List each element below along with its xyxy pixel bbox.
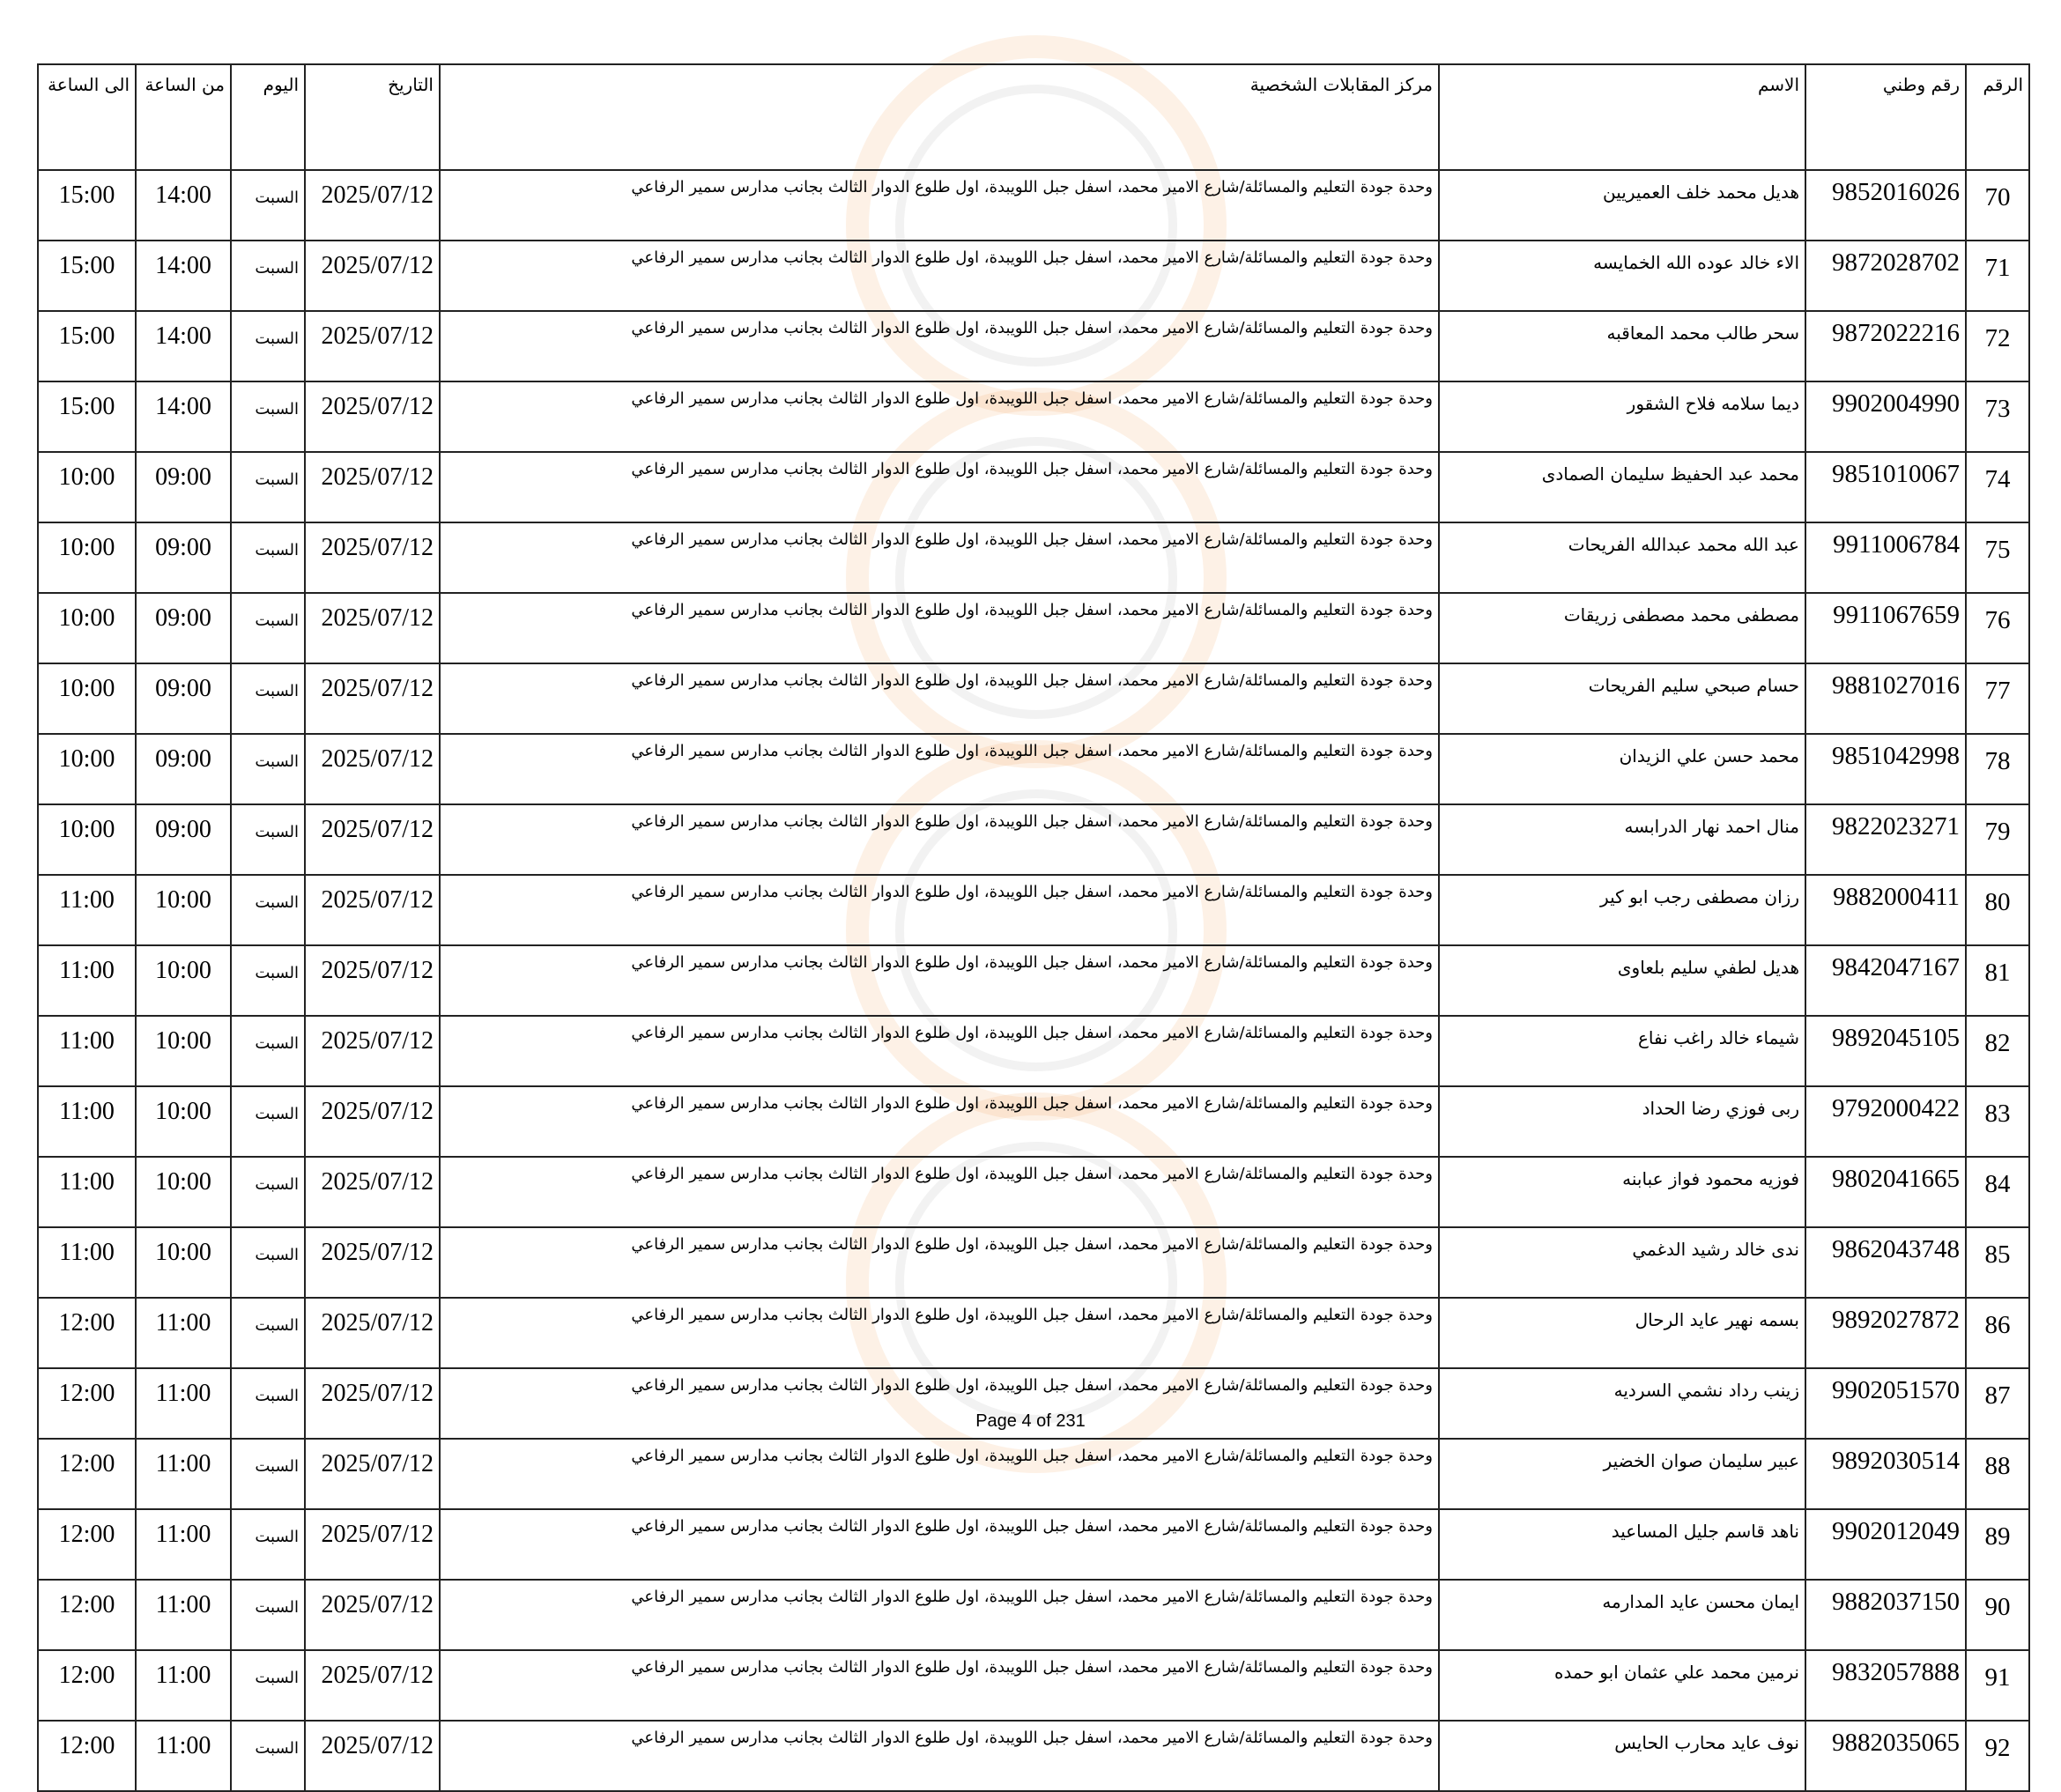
interview-day: السبت bbox=[231, 1227, 305, 1298]
row-number: 85 bbox=[1966, 1227, 2029, 1298]
interview-day: السبت bbox=[231, 1157, 305, 1227]
interview-center: وحدة جودة التعليم والمسائلة/شارع الامير محمد، اسفل جبل اللويبدة، اول طلوع الدوار الثالث بجانب مدارس سمير الرفاعي bbox=[440, 804, 1439, 875]
row-number: 84 bbox=[1966, 1157, 2029, 1227]
row-number: 77 bbox=[1966, 663, 2029, 734]
national-id: 9852016026 bbox=[1805, 170, 1966, 241]
interview-date: 2025/07/12 bbox=[305, 593, 440, 663]
national-id: 9882000411 bbox=[1805, 875, 1966, 945]
interview-center: وحدة جودة التعليم والمسائلة/شارع الامير محمد، اسفل جبل اللويبدة، اول طلوع الدوار الثالث بجانب مدارس سمير الرفاعي bbox=[440, 875, 1439, 945]
national-id: 9911006784 bbox=[1805, 522, 1966, 593]
interview-date: 2025/07/12 bbox=[305, 1298, 440, 1368]
time-from: 10:00 bbox=[136, 875, 231, 945]
interview-center: وحدة جودة التعليم والمسائلة/شارع الامير محمد، اسفل جبل اللويبدة، اول طلوع الدوار الثالث بجانب مدارس سمير الرفاعي bbox=[440, 522, 1439, 593]
row-number: 72 bbox=[1966, 311, 2029, 381]
time-to: 11:00 bbox=[38, 1157, 136, 1227]
row-number: 73 bbox=[1966, 381, 2029, 452]
time-to: 10:00 bbox=[38, 593, 136, 663]
interview-day: السبت bbox=[231, 452, 305, 522]
time-to: 12:00 bbox=[38, 1580, 136, 1650]
time-from: 10:00 bbox=[136, 1227, 231, 1298]
table-row bbox=[38, 945, 2029, 1016]
applicant-name: حسام صبحي سليم الفريحات bbox=[1439, 663, 1805, 734]
row-number: 81 bbox=[1966, 945, 2029, 1016]
time-from: 11:00 bbox=[136, 1368, 231, 1439]
interview-date: 2025/07/12 bbox=[305, 170, 440, 241]
time-to: 15:00 bbox=[38, 311, 136, 381]
national-id: 9892030514 bbox=[1805, 1439, 1966, 1509]
interview-center: وحدة جودة التعليم والمسائلة/شارع الامير محمد، اسفل جبل اللويبدة، اول طلوع الدوار الثالث بجانب مدارس سمير الرفاعي bbox=[440, 1650, 1439, 1721]
applicant-name: ندى خالد رشيد الدغمي bbox=[1439, 1227, 1805, 1298]
interview-date: 2025/07/12 bbox=[305, 1509, 440, 1580]
interview-day: السبت bbox=[231, 1086, 305, 1157]
table-row bbox=[38, 734, 2029, 804]
interview-date: 2025/07/12 bbox=[305, 452, 440, 522]
interview-center: وحدة جودة التعليم والمسائلة/شارع الامير محمد، اسفل جبل اللويبدة، اول طلوع الدوار الثالث بجانب مدارس سمير الرفاعي bbox=[440, 1439, 1439, 1509]
row-number: 87 bbox=[1966, 1368, 2029, 1439]
applicant-name: محمد عبد الحفيظ سليمان الصمادى bbox=[1439, 452, 1805, 522]
applicant-name: هديل لطفي سليم بلعاوى bbox=[1439, 945, 1805, 1016]
time-from: 09:00 bbox=[136, 522, 231, 593]
time-to: 15:00 bbox=[38, 170, 136, 241]
interview-day: السبت bbox=[231, 1650, 305, 1721]
table-row bbox=[38, 1157, 2029, 1227]
interview-center: وحدة جودة التعليم والمسائلة/شارع الامير محمد، اسفل جبل اللويبدة، اول طلوع الدوار الثالث بجانب مدارس سمير الرفاعي bbox=[440, 593, 1439, 663]
applicant-name: عبد الله محمد عبدالله الفريحات bbox=[1439, 522, 1805, 593]
row-number: 71 bbox=[1966, 241, 2029, 311]
interview-center: وحدة جودة التعليم والمسائلة/شارع الامير محمد، اسفل جبل اللويبدة، اول طلوع الدوار الثالث بجانب مدارس سمير الرفاعي bbox=[440, 1721, 1439, 1791]
table-row bbox=[38, 663, 2029, 734]
table-row bbox=[38, 1650, 2029, 1721]
time-from: 11:00 bbox=[136, 1298, 231, 1368]
time-to: 12:00 bbox=[38, 1439, 136, 1509]
time-to: 15:00 bbox=[38, 381, 136, 452]
time-from: 14:00 bbox=[136, 381, 231, 452]
applicant-name: سحر طالب محمد المعاقبه bbox=[1439, 311, 1805, 381]
interview-day: السبت bbox=[231, 1368, 305, 1439]
national-id: 9832057888 bbox=[1805, 1650, 1966, 1721]
time-from: 11:00 bbox=[136, 1509, 231, 1580]
time-to: 11:00 bbox=[38, 945, 136, 1016]
row-number: 89 bbox=[1966, 1509, 2029, 1580]
time-to: 12:00 bbox=[38, 1298, 136, 1368]
national-id: 9902051570 bbox=[1805, 1368, 1966, 1439]
row-number: 86 bbox=[1966, 1298, 2029, 1368]
time-from: 09:00 bbox=[136, 452, 231, 522]
interview-date: 2025/07/12 bbox=[305, 1368, 440, 1439]
time-from: 10:00 bbox=[136, 1016, 231, 1086]
national-id: 9851010067 bbox=[1805, 452, 1966, 522]
interview-center: وحدة جودة التعليم والمسائلة/شارع الامير محمد، اسفل جبل اللويبدة، اول طلوع الدوار الثالث بجانب مدارس سمير الرفاعي bbox=[440, 1086, 1439, 1157]
time-to: 11:00 bbox=[38, 1227, 136, 1298]
header-center: مركز المقابلات الشخصية bbox=[440, 64, 1439, 170]
interview-day: السبت bbox=[231, 593, 305, 663]
national-id: 9862043748 bbox=[1805, 1227, 1966, 1298]
time-from: 11:00 bbox=[136, 1650, 231, 1721]
interview-date: 2025/07/12 bbox=[305, 1721, 440, 1791]
national-id: 9902004990 bbox=[1805, 381, 1966, 452]
time-to: 12:00 bbox=[38, 1368, 136, 1439]
interview-date: 2025/07/12 bbox=[305, 1650, 440, 1721]
interview-day: السبت bbox=[231, 945, 305, 1016]
interview-center: وحدة جودة التعليم والمسائلة/شارع الامير محمد، اسفل جبل اللويبدة، اول طلوع الدوار الثالث بجانب مدارس سمير الرفاعي bbox=[440, 1509, 1439, 1580]
interview-date: 2025/07/12 bbox=[305, 1016, 440, 1086]
interview-date: 2025/07/12 bbox=[305, 381, 440, 452]
table-row bbox=[38, 1509, 2029, 1580]
interview-day: السبت bbox=[231, 170, 305, 241]
applicant-name: هديل محمد خلف العميريين bbox=[1439, 170, 1805, 241]
applicant-name: مصطفى محمد مصطفى زريقات bbox=[1439, 593, 1805, 663]
header-to: الى الساعة bbox=[38, 64, 136, 170]
applicant-name: ناهد قاسم جليل المساعيد bbox=[1439, 1509, 1805, 1580]
interview-day: السبت bbox=[231, 381, 305, 452]
table-row bbox=[38, 593, 2029, 663]
interview-center: وحدة جودة التعليم والمسائلة/شارع الامير محمد، اسفل جبل اللويبدة، اول طلوع الدوار الثالث بجانب مدارس سمير الرفاعي bbox=[440, 311, 1439, 381]
header-date: التاريخ bbox=[305, 64, 440, 170]
time-from: 09:00 bbox=[136, 663, 231, 734]
national-id: 9882035065 bbox=[1805, 1721, 1966, 1791]
interview-date: 2025/07/12 bbox=[305, 734, 440, 804]
applicant-name: ديما سلامه فلاح الشقور bbox=[1439, 381, 1805, 452]
interview-day: السبت bbox=[231, 522, 305, 593]
header-from: من الساعة bbox=[136, 64, 231, 170]
interview-center: وحدة جودة التعليم والمسائلة/شارع الامير محمد، اسفل جبل اللويبدة، اول طلوع الدوار الثالث بجانب مدارس سمير الرفاعي bbox=[440, 1298, 1439, 1368]
table-row bbox=[38, 1016, 2029, 1086]
table-row bbox=[38, 381, 2029, 452]
interview-date: 2025/07/12 bbox=[305, 875, 440, 945]
table-row bbox=[38, 241, 2029, 311]
interview-day: السبت bbox=[231, 734, 305, 804]
applicant-name: رزان مصطفى رجب ابو كير bbox=[1439, 875, 1805, 945]
interview-date: 2025/07/12 bbox=[305, 663, 440, 734]
time-from: 11:00 bbox=[136, 1439, 231, 1509]
national-id: 9842047167 bbox=[1805, 945, 1966, 1016]
time-to: 11:00 bbox=[38, 875, 136, 945]
row-number: 91 bbox=[1966, 1650, 2029, 1721]
time-to: 11:00 bbox=[38, 1086, 136, 1157]
applicant-name: زينب رداد نشمي السرديه bbox=[1439, 1368, 1805, 1439]
national-id: 9882037150 bbox=[1805, 1580, 1966, 1650]
row-number: 83 bbox=[1966, 1086, 2029, 1157]
interview-day: السبت bbox=[231, 1721, 305, 1791]
national-id: 9792000422 bbox=[1805, 1086, 1966, 1157]
interview-center: وحدة جودة التعليم والمسائلة/شارع الامير محمد، اسفل جبل اللويبدة، اول طلوع الدوار الثالث بجانب مدارس سمير الرفاعي bbox=[440, 734, 1439, 804]
table-row bbox=[38, 1298, 2029, 1368]
interview-center: وحدة جودة التعليم والمسائلة/شارع الامير محمد، اسفل جبل اللويبدة، اول طلوع الدوار الثالث بجانب مدارس سمير الرفاعي bbox=[440, 452, 1439, 522]
interview-center: وحدة جودة التعليم والمسائلة/شارع الامير محمد، اسفل جبل اللويبدة، اول طلوع الدوار الثالث بجانب مدارس سمير الرفاعي bbox=[440, 381, 1439, 452]
applicant-name: عبير سليمان صوان الخضير bbox=[1439, 1439, 1805, 1509]
interview-date: 2025/07/12 bbox=[305, 522, 440, 593]
time-from: 10:00 bbox=[136, 1086, 231, 1157]
national-id: 9892027872 bbox=[1805, 1298, 1966, 1368]
time-from: 09:00 bbox=[136, 734, 231, 804]
applicant-name: ربى فوزي رضا الحداد bbox=[1439, 1086, 1805, 1157]
interview-day: السبت bbox=[231, 875, 305, 945]
page-number: Page 4 of 231 bbox=[975, 1411, 1086, 1431]
applicant-name: بسمه نهير عايد الرحال bbox=[1439, 1298, 1805, 1368]
time-to: 15:00 bbox=[38, 241, 136, 311]
applicant-name: منال احمد نهار الدرابسه bbox=[1439, 804, 1805, 875]
interview-day: السبت bbox=[231, 1580, 305, 1650]
interview-center: وحدة جودة التعليم والمسائلة/شارع الامير محمد، اسفل جبل اللويبدة، اول طلوع الدوار الثالث بجانب مدارس سمير الرفاعي bbox=[440, 1368, 1439, 1439]
national-id: 9851042998 bbox=[1805, 734, 1966, 804]
table-row bbox=[38, 1086, 2029, 1157]
interview-day: السبت bbox=[231, 1298, 305, 1368]
time-to: 10:00 bbox=[38, 804, 136, 875]
row-number: 70 bbox=[1966, 170, 2029, 241]
applicant-name: فوزيه محمود فواز عبابنه bbox=[1439, 1157, 1805, 1227]
national-id: 9802041665 bbox=[1805, 1157, 1966, 1227]
table-row bbox=[38, 875, 2029, 945]
interview-date: 2025/07/12 bbox=[305, 945, 440, 1016]
time-to: 10:00 bbox=[38, 522, 136, 593]
interview-center: وحدة جودة التعليم والمسائلة/شارع الامير محمد، اسفل جبل اللويبدة، اول طلوع الدوار الثالث بجانب مدارس سمير الرفاعي bbox=[440, 945, 1439, 1016]
row-number: 76 bbox=[1966, 593, 2029, 663]
interview-day: السبت bbox=[231, 663, 305, 734]
interview-date: 2025/07/12 bbox=[305, 1227, 440, 1298]
interview-date: 2025/07/12 bbox=[305, 1157, 440, 1227]
interview-day: السبت bbox=[231, 311, 305, 381]
interview-day: السبت bbox=[231, 1016, 305, 1086]
row-number: 82 bbox=[1966, 1016, 2029, 1086]
national-id: 9872028702 bbox=[1805, 241, 1966, 311]
interview-center: وحدة جودة التعليم والمسائلة/شارع الامير محمد، اسفل جبل اللويبدة، اول طلوع الدوار الثالث بجانب مدارس سمير الرفاعي bbox=[440, 663, 1439, 734]
interview-center: وحدة جودة التعليم والمسائلة/شارع الامير محمد، اسفل جبل اللويبدة، اول طلوع الدوار الثالث بجانب مدارس سمير الرفاعي bbox=[440, 1227, 1439, 1298]
interview-date: 2025/07/12 bbox=[305, 241, 440, 311]
row-number: 88 bbox=[1966, 1439, 2029, 1509]
interview-date: 2025/07/12 bbox=[305, 1439, 440, 1509]
header-day: اليوم bbox=[231, 64, 305, 170]
national-id: 9881027016 bbox=[1805, 663, 1966, 734]
interview-day: السبت bbox=[231, 1509, 305, 1580]
time-to: 11:00 bbox=[38, 1016, 136, 1086]
interview-date: 2025/07/12 bbox=[305, 311, 440, 381]
interview-date: 2025/07/12 bbox=[305, 1086, 440, 1157]
interview-center: وحدة جودة التعليم والمسائلة/شارع الامير محمد، اسفل جبل اللويبدة، اول طلوع الدوار الثالث بجانب مدارس سمير الرفاعي bbox=[440, 1016, 1439, 1086]
interview-day: السبت bbox=[231, 1439, 305, 1509]
applicant-name: الاء خالد عوده الله الخمايسه bbox=[1439, 241, 1805, 311]
row-number: 90 bbox=[1966, 1580, 2029, 1650]
table-header-row bbox=[38, 64, 2029, 170]
table-row bbox=[38, 1580, 2029, 1650]
national-id: 9872022216 bbox=[1805, 311, 1966, 381]
national-id: 9911067659 bbox=[1805, 593, 1966, 663]
applicant-name: شيماء خالد راغب نفاع bbox=[1439, 1016, 1805, 1086]
time-to: 12:00 bbox=[38, 1509, 136, 1580]
row-number: 92 bbox=[1966, 1721, 2029, 1791]
table-row bbox=[38, 1227, 2029, 1298]
interview-day: السبت bbox=[231, 241, 305, 311]
time-from: 10:00 bbox=[136, 1157, 231, 1227]
time-from: 11:00 bbox=[136, 1580, 231, 1650]
applicant-name: محمد حسن علي الزيدان bbox=[1439, 734, 1805, 804]
time-to: 12:00 bbox=[38, 1650, 136, 1721]
interview-day: السبت bbox=[231, 804, 305, 875]
national-id: 9892045105 bbox=[1805, 1016, 1966, 1086]
table-row bbox=[38, 522, 2029, 593]
applicant-name: ايمان محسن عايد المدارمه bbox=[1439, 1580, 1805, 1650]
time-to: 10:00 bbox=[38, 452, 136, 522]
interview-center: وحدة جودة التعليم والمسائلة/شارع الامير محمد، اسفل جبل اللويبدة، اول طلوع الدوار الثالث بجانب مدارس سمير الرفاعي bbox=[440, 1580, 1439, 1650]
table-row bbox=[38, 170, 2029, 241]
applicant-name: نوف عايد محارب الحايس bbox=[1439, 1721, 1805, 1791]
table-row bbox=[38, 311, 2029, 381]
table-row bbox=[38, 804, 2029, 875]
interview-date: 2025/07/12 bbox=[305, 1580, 440, 1650]
interview-schedule-table bbox=[37, 63, 2030, 1792]
time-from: 09:00 bbox=[136, 804, 231, 875]
row-number: 74 bbox=[1966, 452, 2029, 522]
row-number: 75 bbox=[1966, 522, 2029, 593]
header-name: الاسم bbox=[1439, 64, 1805, 170]
interview-center: وحدة جودة التعليم والمسائلة/شارع الامير محمد، اسفل جبل اللويبدة، اول طلوع الدوار الثالث بجانب مدارس سمير الرفاعي bbox=[440, 241, 1439, 311]
time-from: 11:00 bbox=[136, 1721, 231, 1791]
interview-center: وحدة جودة التعليم والمسائلة/شارع الامير محمد، اسفل جبل اللويبدة، اول طلوع الدوار الثالث بجانب مدارس سمير الرفاعي bbox=[440, 1157, 1439, 1227]
time-to: 10:00 bbox=[38, 734, 136, 804]
time-from: 09:00 bbox=[136, 593, 231, 663]
interview-date: 2025/07/12 bbox=[305, 804, 440, 875]
row-number: 78 bbox=[1966, 734, 2029, 804]
time-from: 14:00 bbox=[136, 311, 231, 381]
time-from: 14:00 bbox=[136, 170, 231, 241]
table-row bbox=[38, 1721, 2029, 1791]
time-from: 10:00 bbox=[136, 945, 231, 1016]
interview-center: وحدة جودة التعليم والمسائلة/شارع الامير محمد، اسفل جبل اللويبدة، اول طلوع الدوار الثالث بجانب مدارس سمير الرفاعي bbox=[440, 170, 1439, 241]
table-row bbox=[38, 452, 2029, 522]
time-from: 14:00 bbox=[136, 241, 231, 311]
national-id: 9822023271 bbox=[1805, 804, 1966, 875]
time-to: 10:00 bbox=[38, 663, 136, 734]
row-number: 79 bbox=[1966, 804, 2029, 875]
table-row bbox=[38, 1439, 2029, 1509]
national-id: 9902012049 bbox=[1805, 1509, 1966, 1580]
time-to: 12:00 bbox=[38, 1721, 136, 1791]
applicant-name: نرمين محمد علي عثمان ابو حمده bbox=[1439, 1650, 1805, 1721]
header-num: الرقم bbox=[1966, 64, 2029, 170]
row-number: 80 bbox=[1966, 875, 2029, 945]
header-national-id: رقم وطني bbox=[1805, 64, 1966, 170]
